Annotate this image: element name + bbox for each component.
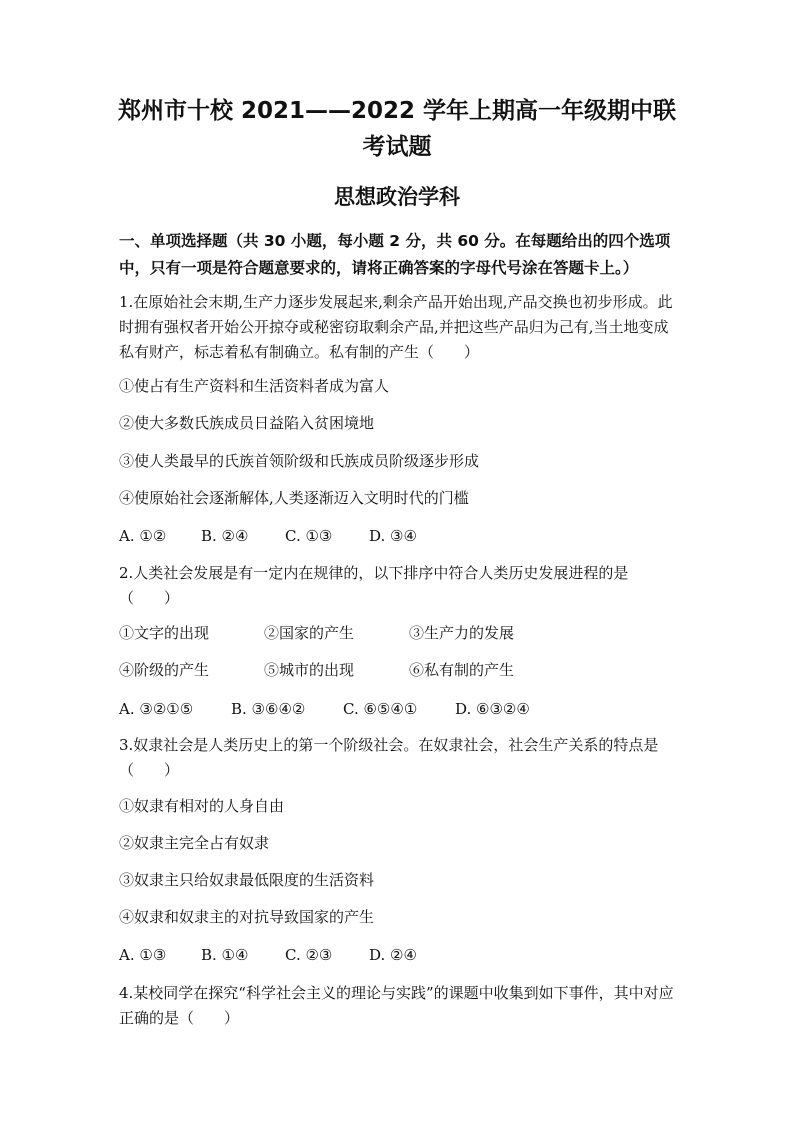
question-2-option-d: D. ⑥③②④	[455, 700, 530, 718]
question-2-item-4: ④阶级的产生	[119, 661, 210, 679]
question-3-options	[119, 944, 417, 966]
question-2-items-row-2	[119, 659, 554, 681]
subject-title: 思想政治学科	[334, 185, 460, 209]
section-heading: 一、单项选择题（共 30 小题，每小题 2 分，共 60 分。在每题给出的四个选项中，只有一项是符合题意要求的，请将正确答案的字母代号涂在答题卡上。）	[119, 232, 671, 277]
question-3-option-d: D. ②④	[369, 946, 417, 964]
question-1-statement-2: ②使大多数氏族成员日益陷入贫困境地	[119, 414, 375, 432]
question-3-option-c: C. ②③	[285, 946, 333, 964]
question-3-option-b: B. ①④	[201, 946, 249, 964]
question-3-option-a: A. ①③	[119, 946, 167, 964]
question-1-statement-3: ③使人类最早的氏族首领阶级和氏族成员阶级逐步形成	[119, 452, 480, 470]
exam-title-line1: 郑州市十校 2021——2022 学年上期高一年级期中联	[117, 98, 677, 124]
question-3-stem: 3.奴隶社会是人类历史上的第一个阶级社会。在奴隶社会，社会生产关系的特点是（ ）	[119, 736, 659, 779]
question-1-option-c: C. ①③	[285, 527, 333, 545]
question-1-option-a: A. ①②	[119, 527, 167, 545]
question-2-option-b: B. ③⑥④②	[231, 700, 306, 718]
question-2-item-2: ②国家的产生	[264, 624, 355, 642]
question-2-option-c: C. ⑥⑤④①	[343, 700, 418, 718]
question-1-stem: 1.在原始社会末期,生产力逐步发展起来,剩余产品开始出现,产品交换也初步形成。此时拥有强权者开始公开掠夺或秘密窃取剩余产品,并把这些产品归为己有,当土地变成私有财产，标志着私有制确立。私有制的产生（ ）	[119, 293, 673, 361]
question-2-item-5: ⑤城市的出现	[264, 661, 355, 679]
question-1-option-b: B. ②④	[201, 527, 249, 545]
question-2-item-1: ①文字的出现	[119, 624, 210, 642]
question-2-item-6: ⑥私有制的产生	[409, 661, 515, 679]
question-1-option-d: D. ③④	[369, 527, 417, 545]
question-2-options	[119, 698, 530, 720]
question-3-statement-2: ②奴隶主完全占有奴隶	[119, 834, 270, 852]
question-3-statement-1: ①奴隶有相对的人身自由	[119, 797, 285, 815]
question-2-option-a: A. ③②①⑤	[119, 700, 194, 718]
question-1-statement-1: ①使占有生产资料和生活资料者成为富人	[119, 377, 390, 395]
question-2-item-3: ③生产力的发展	[409, 624, 515, 642]
question-2-stem: 2.人类社会发展是有一定内在规律的，以下排序中符合人类历史发展进程的是（ ）	[119, 564, 629, 607]
exam-title-line2: 考试题	[362, 134, 432, 160]
question-3-statement-4: ④奴隶和奴隶主的对抗导致国家的产生	[119, 908, 375, 926]
question-1-options	[119, 525, 417, 547]
question-4-stem: 4.某校同学在探究“科学社会主义的理论与实践”的课题中收集到如下事件，其中对应正确的是（ ）	[119, 984, 674, 1027]
question-1-statement-4: ④使原始社会逐渐解体,人类逐渐迈入文明时代的门槛	[119, 489, 469, 507]
question-2-items-row-1	[119, 622, 554, 644]
question-3-statement-3: ③奴隶主只给奴隶最低限度的生活资料	[119, 871, 375, 889]
